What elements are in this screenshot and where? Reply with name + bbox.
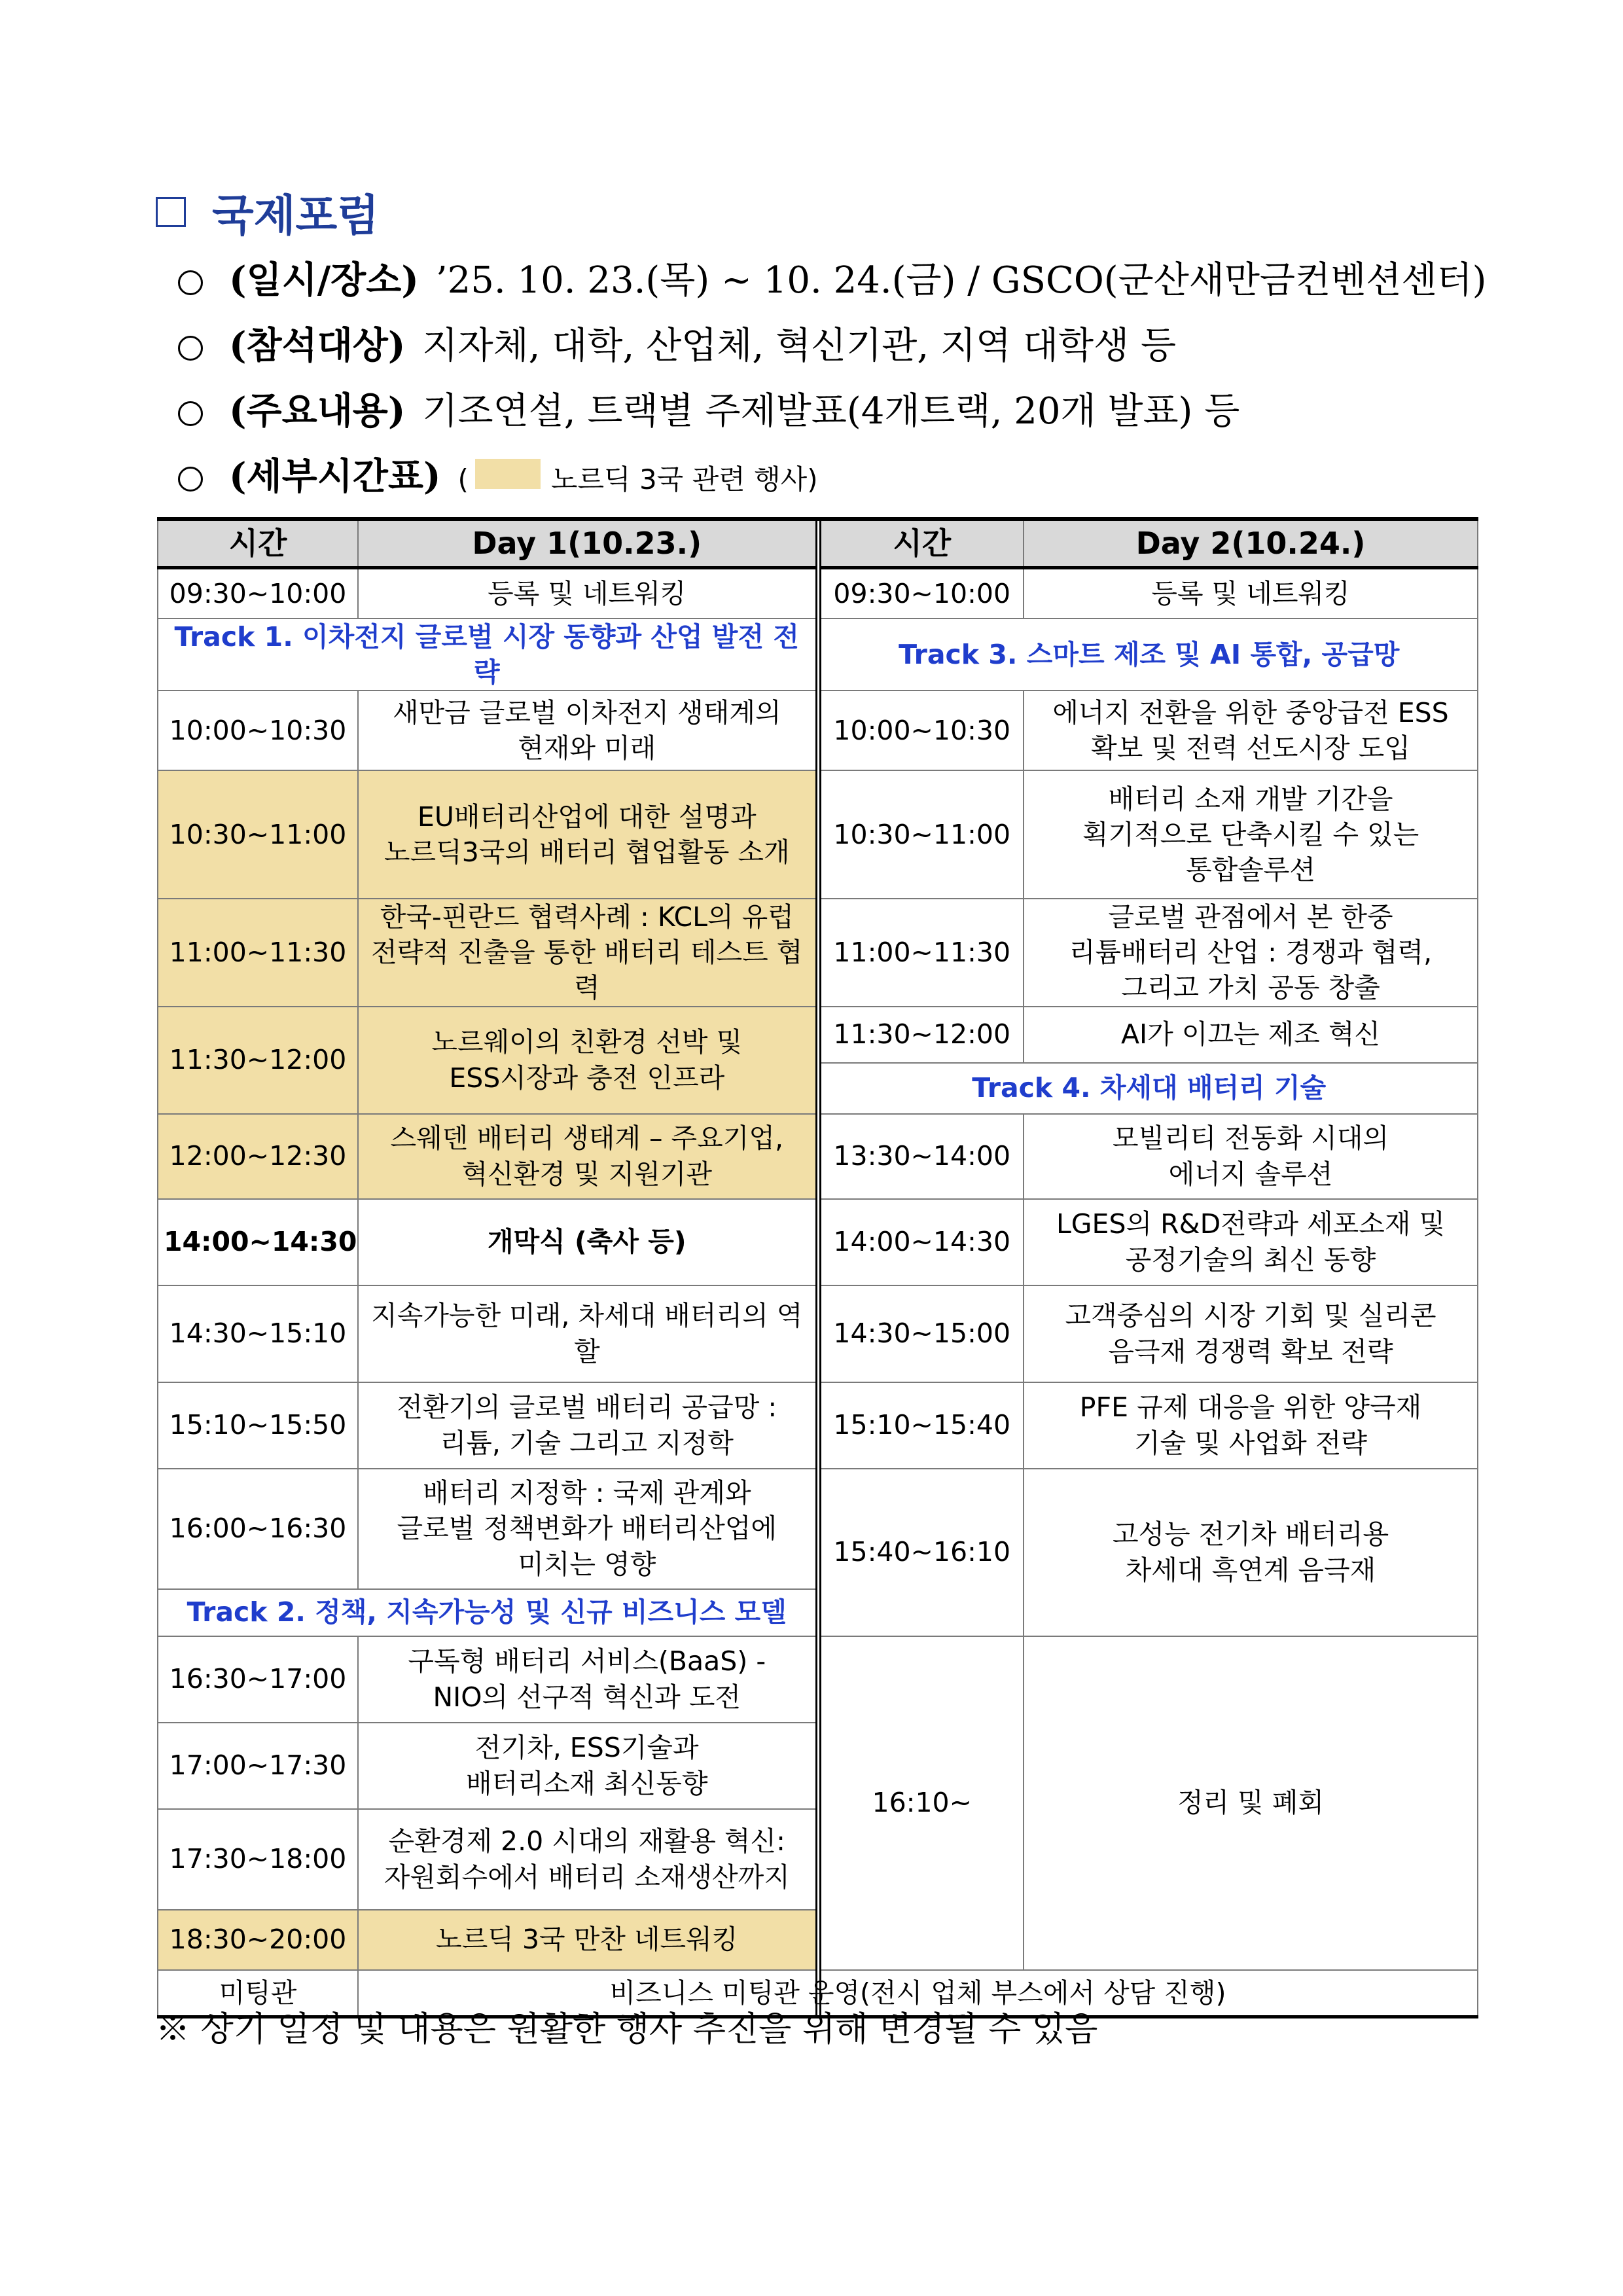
time-cell: 09:30~10:00: [158, 567, 358, 619]
time-cell: 14:00~14:30: [820, 1199, 1024, 1285]
bullet-text: 지자체, 대학, 산업체, 혁신기관, 지역 대학생 등: [422, 325, 1177, 367]
event-cell: 한국-핀란드 협력사례 : KCL의 유럽 전략적 진출을 통한 배터리 테스트 협력: [358, 899, 816, 1006]
event-cell: PFE 규제 대응을 위한 양극재 기술 및 사업화 전략: [1024, 1382, 1478, 1469]
event-cell: 지속가능한 미래, 차세대 배터리의 역할: [358, 1285, 816, 1382]
time-cell: 10:30~11:00: [820, 770, 1024, 899]
time-cell: 14:30~15:00: [820, 1285, 1024, 1382]
legend-text: 노르딕 3국 관련 행사): [550, 463, 818, 495]
event-cell: 등록 및 네트워킹: [1024, 567, 1478, 619]
circle-bullet-icon: [178, 467, 203, 492]
footnote: ※ 상기 일정 및 내용은 원활한 행사 추진을 위해 변경될 수 있음: [156, 2010, 1098, 2049]
event-cell: 전기차, ESS기술과 배터리소재 최신동향: [358, 1723, 816, 1809]
section-heading: [156, 181, 379, 243]
event-cell: 배터리 지정학 : 국제 관계와 글로벌 정책변화가 배터리산업에 미치는 영향: [358, 1469, 816, 1589]
time-cell: 14:00~14:30: [158, 1199, 358, 1285]
section-title: 국제포럼: [212, 190, 380, 241]
time-cell: 16:30~17:00: [158, 1636, 358, 1723]
time-cell: 10:00~10:30: [820, 691, 1024, 770]
time-cell: 11:00~11:30: [158, 899, 358, 1006]
time-cell: 09:30~10:00: [820, 567, 1024, 619]
time-cell: 11:30~12:00: [820, 1007, 1024, 1063]
circle-bullet-icon: [178, 401, 203, 426]
event-cell: EU배터리산업에 대한 설명과 노르딕3국의 배터리 협업활동 소개: [358, 770, 816, 899]
header-day2: Day 2(10.24.): [1024, 519, 1478, 567]
circle-bullet-icon: [178, 336, 203, 361]
bullet-label: (참석대상): [229, 324, 406, 367]
schedule-table: [157, 517, 1478, 2018]
event-cell: LGES의 R&D전략과 세포소재 및 공정기술의 최신 동향: [1024, 1199, 1478, 1285]
event-cell: 전환기의 글로벌 배터리 공급망 : 리튬, 기술 그리고 지정학: [358, 1382, 816, 1469]
track4-title: Track 4. 차세대 배터리 기술: [820, 1063, 1478, 1114]
bullet-contents: [178, 382, 1486, 448]
track3-title: Track 3. 스마트 제조 및 AI 통합, 공급망: [820, 619, 1478, 691]
bullet-text: 기조연설, 트랙별 주제발표(4개트랙, 20개 발표) 등: [422, 390, 1240, 433]
time-cell: 12:00~12:30: [158, 1114, 358, 1199]
time-cell: 17:30~18:00: [158, 1809, 358, 1910]
event-cell: 개막식 (축사 등): [358, 1199, 816, 1285]
event-cell: 구독형 배터리 서비스(BaaS) - NIO의 선구적 혁신과 도전: [358, 1636, 816, 1723]
time-cell: 15:10~15:50: [158, 1382, 358, 1469]
event-cell: 스웨덴 배터리 생태계 – 주요기업, 혁신환경 및 지원기관: [358, 1114, 816, 1199]
track1-title: Track 1. 이차전지 글로벌 시장 동향과 산업 발전 전략: [158, 619, 816, 691]
event-cell: 글로벌 관점에서 본 한중 리튬배터리 산업 : 경쟁과 협력, 그리고 가치 공동 창출: [1024, 899, 1478, 1006]
checkbox-square-icon: [156, 197, 186, 227]
bullet-attendees: [178, 317, 1486, 382]
bullet-text: ’25. 10. 23.(목) ~ 10. 24.(금) / GSCO(군산새만금컨벤션센터): [435, 259, 1487, 302]
time-cell: 17:00~17:30: [158, 1723, 358, 1809]
legend-open: (: [457, 463, 469, 495]
bullet-label: (주요내용): [229, 389, 406, 433]
time-cell: 16:10~: [820, 1636, 1024, 1970]
time-cell: 15:40~16:10: [820, 1469, 1024, 1636]
event-cell: AI가 이끄는 제조 혁신: [1024, 1007, 1478, 1063]
circle-bullet-icon: [178, 270, 203, 295]
event-cell: 노르웨이의 친환경 선박 및 ESS시장과 충전 인프라: [358, 1007, 816, 1114]
time-cell: 16:00~16:30: [158, 1469, 358, 1589]
time-cell: 13:30~14:00: [820, 1114, 1024, 1199]
time-cell: 10:30~11:00: [158, 770, 358, 899]
event-cell: 에너지 전환을 위한 중앙급전 ESS 확보 및 전력 선도시장 도입: [1024, 691, 1478, 770]
table-header-row: [158, 519, 1478, 567]
time-cell: 18:30~20:00: [158, 1910, 358, 1970]
bullet-date-venue: [178, 251, 1486, 317]
legend-swatch: [475, 459, 541, 489]
header-time-day2: 시간: [820, 519, 1024, 567]
time-cell: 11:30~12:00: [158, 1007, 358, 1114]
event-cell: 새만금 글로벌 이차전지 생태계의 현재와 미래: [358, 691, 816, 770]
event-cell: 배터리 소재 개발 기간을 획기적으로 단축시킬 수 있는 통합솔루션: [1024, 770, 1478, 899]
event-cell: 모빌리티 전동화 시대의 에너지 솔루션: [1024, 1114, 1478, 1199]
bullet-label: (세부시간표): [229, 455, 441, 498]
event-cell: 순환경제 2.0 시대의 재활용 혁신: 자원회수에서 배터리 소재생산까지: [358, 1809, 816, 1910]
event-cell: 고객중심의 시장 기회 및 실리콘 음극재 경쟁력 확보 전략: [1024, 1285, 1478, 1382]
event-cell: 정리 및 폐회: [1024, 1636, 1478, 1970]
bullet-schedule: [178, 448, 1486, 513]
track2-title: Track 2. 정책, 지속가능성 및 신규 비즈니스 모델: [158, 1589, 816, 1636]
event-cell: 노르딕 3국 만찬 네트워킹: [358, 1910, 816, 1970]
meeting-description: 비즈니스 미팅관 운영(전시 업체 부스에서 상담 진행): [358, 1970, 1478, 2017]
event-cell: 등록 및 네트워킹: [358, 567, 816, 619]
time-cell: 14:30~15:10: [158, 1285, 358, 1382]
time-cell: 11:00~11:30: [820, 899, 1024, 1006]
time-cell: 15:10~15:40: [820, 1382, 1024, 1469]
time-cell: 10:00~10:30: [158, 691, 358, 770]
header-day1: Day 1(10.23.): [358, 519, 816, 567]
bullet-label: (일시/장소): [229, 259, 419, 302]
overview-bullets: [178, 251, 1486, 513]
event-cell: 고성능 전기차 배터리용 차세대 흑연계 음극재: [1024, 1469, 1478, 1636]
meeting-label: 미팅관: [158, 1970, 358, 2017]
header-time-day1: 시간: [158, 519, 358, 567]
